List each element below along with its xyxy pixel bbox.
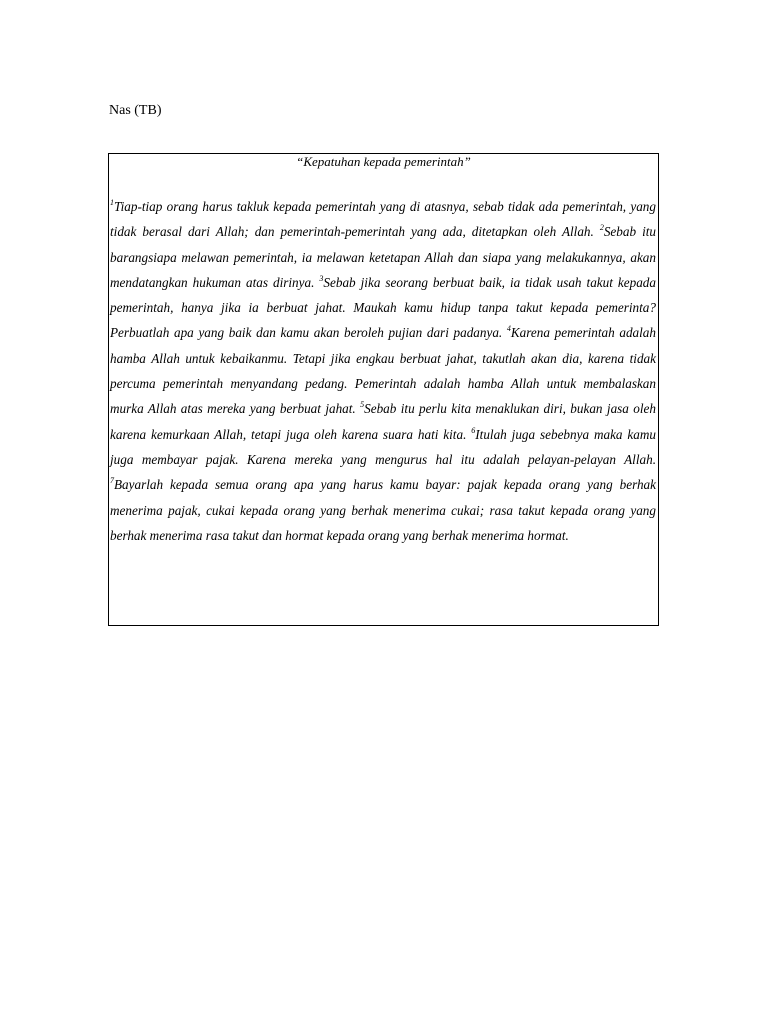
verse-number: 6 — [471, 425, 476, 435]
verse-text: Bayarlah kepada semua orang apa yang harus kamu bayar: pajak kepada orang yang berhak menerima pajak, cukai kepada orang yang berhak menerima cukai; rasa takut kepada orang yang berhak menerima rasa takut dan hormat kepada orang yang berhak menerima hormat. — [110, 477, 656, 543]
verse-text: Sebab jika seorang berbuat baik, ia tidak usah takut kepada pemerintah, hanya jika ia berbuat jahat. Maukah kamu hidup tanpa takut kepada pemerinta? Perbuatlah apa yang baik dan kamu akan beroleh pujian dari padanya. — [110, 274, 656, 341]
document-heading: Nas (TB) — [109, 103, 162, 118]
verse-number: 3 — [319, 273, 324, 283]
verse-number: 2 — [599, 223, 604, 233]
verse-number: 7 — [110, 476, 114, 486]
passage-text — [110, 194, 656, 548]
passage-box — [108, 153, 659, 626]
verse-text: Sebab itu perlu kita menaklukan diri, bukan jasa oleh karena kemurkaan Allah, tetapi juga oleh karena suara hati kita. — [110, 401, 656, 442]
verse-number: 4 — [506, 324, 511, 334]
verse-number: 1 — [110, 198, 114, 207]
verse-text: Sebab itu barangsiapa melawan pemerintah, ia melawan ketetapan Allah dan siapa yang melakukannya, akan mendatangkan hukuman atas dirinya. — [110, 224, 656, 290]
verse-text: Itulah juga sebebnya maka kamu juga membayar pajak. Karena mereka yang mengurus hal itu adalah pelayan-pelayan Allah. — [110, 426, 656, 467]
verse-text: Tiap-tiap orang harus takluk kepada pemerintah yang di atasnya, sebab tidak ada pemerintah, yang tidak berasal dari Allah; dan pemerintah-pemerintah yang ada, ditetapkan oleh Allah. — [110, 199, 656, 240]
verse-number: 5 — [360, 400, 365, 410]
passage-title: “Kepatuhan kepada pemerintah” — [296, 154, 471, 169]
verse-text: Karena pemerintah adalah hamba Allah untuk kebaikanmu. Tetapi jika engkau berbuat jahat, takutlah akan dia, karena tidak percuma pemerintah menyandang pedang. Pemerintah adalah hamba Allah untuk membalaskan murka Allah atas mereka yang berbuat jahat. — [110, 325, 656, 417]
